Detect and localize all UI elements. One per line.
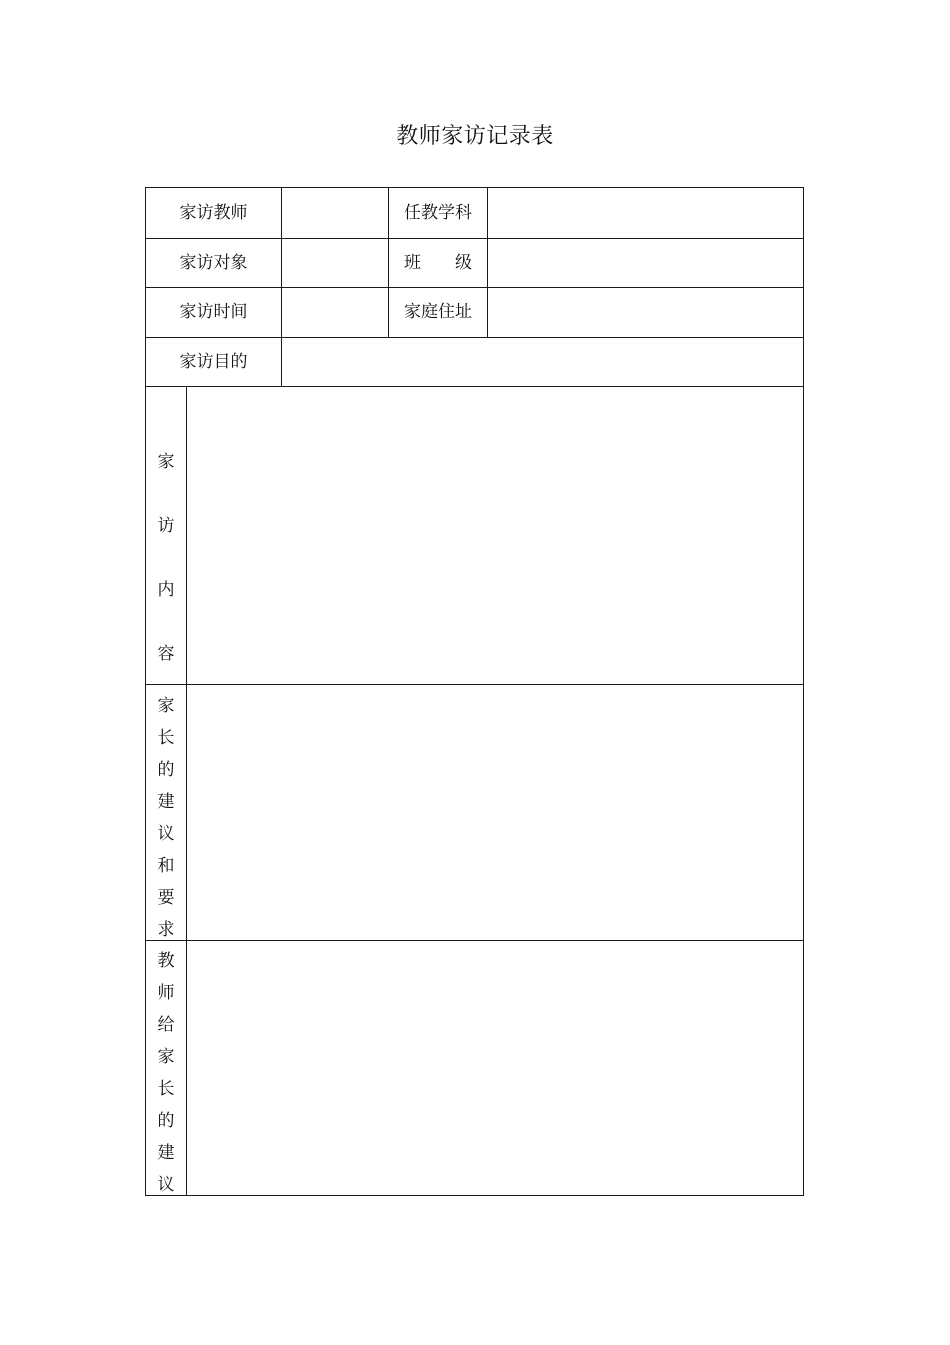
target-label: 家访对象: [179, 253, 248, 273]
parent-label-char: 长: [157, 728, 175, 748]
content-value-cell[interactable]: [187, 387, 803, 684]
teacher-advice-label-char: 的: [157, 1111, 175, 1131]
subject-label: 任教学科: [404, 203, 472, 223]
class-value-cell[interactable]: [488, 239, 803, 287]
home-visit-form: [145, 187, 804, 1196]
content-label-char: 容: [157, 644, 175, 664]
parent-label-char: 议: [157, 824, 175, 844]
parent-label-char: 建: [157, 792, 175, 812]
content-label-char: 家: [157, 452, 175, 472]
purpose-label: 家访目的: [179, 352, 248, 372]
teacher-advice-label-char: 教: [157, 951, 175, 971]
teacher-advice-label-char: 议: [157, 1175, 175, 1195]
teacher-advice-label-char: 长: [157, 1079, 175, 1099]
parent-label-char: 求: [157, 920, 175, 940]
teacher-advice-label-char: 师: [157, 983, 175, 1003]
teacher-advice-value-cell[interactable]: [187, 941, 803, 1195]
page-title: 教师家访记录表: [396, 124, 554, 149]
teacher-advice-label: [146, 945, 186, 1201]
parent-label-char: 要: [157, 888, 175, 908]
parent-suggestions-label: [146, 690, 186, 946]
parent-label-char: 和: [157, 856, 175, 876]
teacher-value-cell[interactable]: [282, 188, 388, 238]
subject-value-cell[interactable]: [488, 188, 803, 238]
content-label-char: 内: [157, 580, 175, 600]
content-label-char: 访: [157, 516, 175, 536]
address-value-cell[interactable]: [488, 288, 803, 337]
target-value-cell[interactable]: [282, 239, 388, 287]
purpose-value-cell[interactable]: [282, 338, 803, 386]
content-label: [146, 430, 186, 686]
time-value-cell[interactable]: [282, 288, 388, 337]
address-label: 家庭住址: [404, 302, 472, 322]
teacher-advice-label-char: 家: [157, 1047, 175, 1067]
teacher-label: 家访教师: [179, 203, 248, 223]
parent-suggestions-value-cell[interactable]: [187, 685, 803, 940]
parent-label-char: 的: [157, 760, 175, 780]
teacher-advice-label-char: 给: [157, 1015, 175, 1035]
time-label: 家访时间: [179, 302, 248, 322]
parent-label-char: 家: [157, 696, 175, 716]
teacher-advice-label-char: 建: [157, 1143, 175, 1163]
class-label: 班 级: [404, 253, 472, 273]
